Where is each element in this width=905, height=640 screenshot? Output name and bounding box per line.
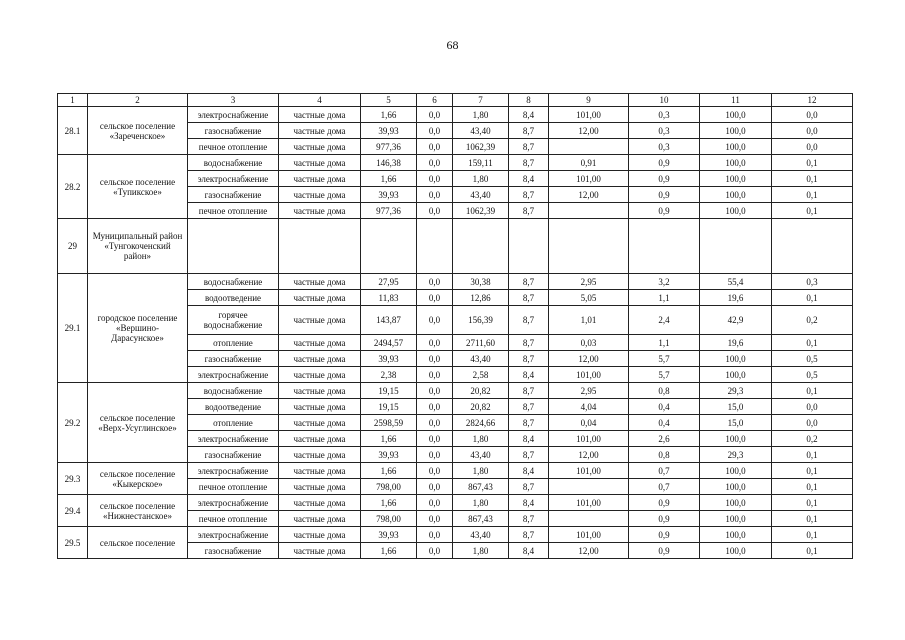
- table-cell: 0,9: [629, 511, 700, 527]
- table-cell: электроснабжение: [188, 431, 279, 447]
- table-cell: 8,7: [509, 274, 549, 290]
- table-cell: электроснабжение: [188, 171, 279, 187]
- table-cell: 1,66: [361, 495, 417, 511]
- table-cell: газоснабжение: [188, 351, 279, 367]
- table-cell: 0,0: [417, 543, 453, 559]
- table-cell: 867,43: [453, 511, 509, 527]
- table-cell: частные дома: [279, 107, 361, 123]
- table-cell: 798,00: [361, 511, 417, 527]
- column-header: 10: [629, 94, 700, 107]
- table-cell: 2711,60: [453, 335, 509, 351]
- table-cell: частные дома: [279, 171, 361, 187]
- table-cell: 1,01: [549, 306, 629, 335]
- table-cell: 1,66: [361, 431, 417, 447]
- table-cell: [417, 219, 453, 274]
- table-cell: 19,15: [361, 399, 417, 415]
- table-cell: 0,0: [417, 139, 453, 155]
- table-cell: 27,95: [361, 274, 417, 290]
- table-cell: 0,0: [772, 107, 853, 123]
- table-cell: 0,0: [417, 171, 453, 187]
- table-cell: 0,7: [629, 479, 700, 495]
- table-cell: 0,1: [772, 203, 853, 219]
- table-cell: 101,00: [549, 495, 629, 511]
- table-cell: 0,0: [772, 139, 853, 155]
- table-cell: 12,00: [549, 351, 629, 367]
- table-cell: 1062,39: [453, 203, 509, 219]
- table-cell: 100,0: [700, 511, 772, 527]
- table-cell: [361, 219, 417, 274]
- table-cell: [629, 219, 700, 274]
- table-cell: частные дома: [279, 306, 361, 335]
- settlement-name: Муниципальный район «Тунгокоченский район»: [88, 219, 188, 274]
- column-header: 5: [361, 94, 417, 107]
- table-cell: 0,0: [417, 383, 453, 399]
- table-cell: 0,1: [772, 171, 853, 187]
- table-cell: 100,0: [700, 171, 772, 187]
- table-cell: 867,43: [453, 479, 509, 495]
- table-cell: 19,6: [700, 335, 772, 351]
- table-cell: печное отопление: [188, 139, 279, 155]
- table-cell: 1,80: [453, 543, 509, 559]
- group-number: 29.1: [58, 274, 88, 383]
- table-cell: 0,9: [629, 543, 700, 559]
- group-number: 28.1: [58, 107, 88, 155]
- table-cell: 0,0: [417, 123, 453, 139]
- table-cell: печное отопление: [188, 479, 279, 495]
- table-cell: [509, 219, 549, 274]
- settlement-name: сельское поселение «Зареченское»: [88, 107, 188, 155]
- table-cell: 39,93: [361, 123, 417, 139]
- table-cell: 0,0: [417, 306, 453, 335]
- table-cell: 0,1: [772, 447, 853, 463]
- table-cell: 0,1: [772, 155, 853, 171]
- table-cell: 0,0: [417, 203, 453, 219]
- table-cell: 0,9: [629, 203, 700, 219]
- table-cell: 100,0: [700, 139, 772, 155]
- table-cell: 0,91: [549, 155, 629, 171]
- table-cell: водоотведение: [188, 399, 279, 415]
- table-cell: 2824,66: [453, 415, 509, 431]
- table-cell: 19,6: [700, 290, 772, 306]
- table-cell: 100,0: [700, 479, 772, 495]
- table-cell: 8,4: [509, 171, 549, 187]
- table-cell: 12,00: [549, 187, 629, 203]
- table-cell: частные дома: [279, 351, 361, 367]
- table-cell: 0,0: [417, 274, 453, 290]
- table-cell: 0,0: [772, 399, 853, 415]
- table-cell: 5,7: [629, 351, 700, 367]
- table-cell: 100,0: [700, 351, 772, 367]
- table-cell: 0,0: [417, 527, 453, 543]
- column-header: 4: [279, 94, 361, 107]
- column-header: 12: [772, 94, 853, 107]
- table-cell: 12,00: [549, 123, 629, 139]
- table-cell: 0,03: [549, 335, 629, 351]
- header-row: [58, 94, 853, 107]
- table-cell: 19,15: [361, 383, 417, 399]
- table-cell: 2,6: [629, 431, 700, 447]
- table-cell: частные дома: [279, 383, 361, 399]
- table-cell: 0,0: [417, 290, 453, 306]
- table-cell: 100,0: [700, 203, 772, 219]
- table-cell: 0,0: [417, 367, 453, 383]
- table-cell: 0,9: [629, 495, 700, 511]
- column-header: 6: [417, 94, 453, 107]
- table-cell: 2,38: [361, 367, 417, 383]
- table-cell: 1,1: [629, 335, 700, 351]
- table-cell: 1,66: [361, 171, 417, 187]
- table-cell: 0,3: [772, 274, 853, 290]
- settlement-name: сельское поселение: [88, 527, 188, 559]
- table-cell: 0,0: [772, 123, 853, 139]
- table-cell: 20,82: [453, 383, 509, 399]
- settlement-name: городское поселение «Вершино-Дарасунское»: [88, 274, 188, 383]
- table-cell: 8,7: [509, 527, 549, 543]
- table-cell: частные дома: [279, 290, 361, 306]
- table-cell: 0,0: [417, 351, 453, 367]
- table-cell: 101,00: [549, 527, 629, 543]
- table-cell: 4,04: [549, 399, 629, 415]
- table-cell: 0,0: [417, 335, 453, 351]
- table-cell: 0,4: [629, 399, 700, 415]
- table-cell: 0,0: [417, 447, 453, 463]
- table-row: [58, 495, 853, 511]
- table-cell: частные дома: [279, 367, 361, 383]
- table-cell: 101,00: [549, 463, 629, 479]
- table-cell: [549, 219, 629, 274]
- table-cell: 8,7: [509, 447, 549, 463]
- table-cell: 8,7: [509, 187, 549, 203]
- table-cell: 101,00: [549, 431, 629, 447]
- group-number: 28.2: [58, 155, 88, 219]
- table-cell: 100,0: [700, 155, 772, 171]
- table-cell: 0,0: [417, 107, 453, 123]
- table-cell: 8,7: [509, 415, 549, 431]
- table-cell: 1,80: [453, 463, 509, 479]
- table-cell: частные дома: [279, 447, 361, 463]
- table-cell: 100,0: [700, 187, 772, 203]
- table-cell: 12,00: [549, 447, 629, 463]
- group-number: 29.2: [58, 383, 88, 463]
- table-cell: электроснабжение: [188, 367, 279, 383]
- table-cell: 8,4: [509, 107, 549, 123]
- table-cell: 0,8: [629, 383, 700, 399]
- table-cell: электроснабжение: [188, 107, 279, 123]
- table-cell: [549, 139, 629, 155]
- table-cell: 43,40: [453, 123, 509, 139]
- table-cell: 100,0: [700, 527, 772, 543]
- table-cell: 2494,57: [361, 335, 417, 351]
- settlement-name: сельское поселение «Тупикское»: [88, 155, 188, 219]
- table-cell: частные дома: [279, 543, 361, 559]
- table-cell: [549, 479, 629, 495]
- table-cell: 0,9: [629, 155, 700, 171]
- table-cell: 55,4: [700, 274, 772, 290]
- table-cell: 101,00: [549, 171, 629, 187]
- table-cell: 1,66: [361, 107, 417, 123]
- table-cell: 8,7: [509, 479, 549, 495]
- table-cell: отопление: [188, 335, 279, 351]
- table-cell: 43,40: [453, 527, 509, 543]
- table-cell: 8,7: [509, 399, 549, 415]
- table-cell: 1,1: [629, 290, 700, 306]
- table-cell: печное отопление: [188, 203, 279, 219]
- table-cell: 0,5: [772, 367, 853, 383]
- table-cell: 1,80: [453, 431, 509, 447]
- table-cell: 11,83: [361, 290, 417, 306]
- table-cell: 1,80: [453, 171, 509, 187]
- table-cell: 101,00: [549, 367, 629, 383]
- table-cell: частные дома: [279, 527, 361, 543]
- table-cell: водоснабжение: [188, 383, 279, 399]
- table-cell: 2,58: [453, 367, 509, 383]
- table-cell: 5,05: [549, 290, 629, 306]
- table-cell: горячее водоснабжение: [188, 306, 279, 335]
- table-cell: частные дома: [279, 495, 361, 511]
- table-cell: 1,66: [361, 543, 417, 559]
- table-cell: 0,0: [417, 415, 453, 431]
- table-cell: 3,2: [629, 274, 700, 290]
- table-cell: частные дома: [279, 139, 361, 155]
- table-cell: [279, 219, 361, 274]
- table-cell: 0,04: [549, 415, 629, 431]
- table-cell: 8,4: [509, 367, 549, 383]
- table-cell: водоснабжение: [188, 155, 279, 171]
- table-cell: 0,1: [772, 511, 853, 527]
- table-cell: 0,7: [629, 463, 700, 479]
- table-cell: 100,0: [700, 463, 772, 479]
- column-header: 11: [700, 94, 772, 107]
- table-cell: 30,38: [453, 274, 509, 290]
- table-cell: [700, 219, 772, 274]
- table-cell: 8,7: [509, 139, 549, 155]
- group-number: 29.5: [58, 527, 88, 559]
- table-cell: 798,00: [361, 479, 417, 495]
- table-cell: электроснабжение: [188, 527, 279, 543]
- table-cell: 100,0: [700, 107, 772, 123]
- table-cell: 2,4: [629, 306, 700, 335]
- table-cell: частные дома: [279, 123, 361, 139]
- table-cell: 12,00: [549, 543, 629, 559]
- table-cell: 8,7: [509, 155, 549, 171]
- table-cell: 0,2: [772, 306, 853, 335]
- table-cell: 0,3: [629, 107, 700, 123]
- tariff-table: [57, 93, 853, 559]
- table-cell: 8,4: [509, 431, 549, 447]
- table-cell: 0,3: [629, 139, 700, 155]
- table-cell: частные дома: [279, 274, 361, 290]
- table-cell: частные дома: [279, 479, 361, 495]
- table-cell: 0,9: [629, 187, 700, 203]
- table-cell: 0,1: [772, 187, 853, 203]
- table-row: [58, 107, 853, 123]
- table-cell: 8,7: [509, 290, 549, 306]
- table-cell: 2598,59: [361, 415, 417, 431]
- table-cell: водоотведение: [188, 290, 279, 306]
- table-cell: частные дома: [279, 187, 361, 203]
- table-cell: 8,4: [509, 543, 549, 559]
- table-cell: 143,87: [361, 306, 417, 335]
- table-cell: [549, 511, 629, 527]
- settlement-name: сельское поселение «Кыкерское»: [88, 463, 188, 495]
- table-cell: 2,95: [549, 274, 629, 290]
- table-cell: 977,36: [361, 139, 417, 155]
- table-row: [58, 219, 853, 274]
- table-cell: [549, 203, 629, 219]
- table-cell: 2,95: [549, 383, 629, 399]
- table-cell: 0,1: [772, 495, 853, 511]
- group-number: 29.4: [58, 495, 88, 527]
- table-cell: [188, 219, 279, 274]
- table-cell: 8,7: [509, 123, 549, 139]
- table-cell: газоснабжение: [188, 187, 279, 203]
- column-header: 1: [58, 94, 88, 107]
- table-cell: 29,3: [700, 447, 772, 463]
- table-cell: 39,93: [361, 527, 417, 543]
- table-cell: 39,93: [361, 351, 417, 367]
- table-cell: 0,0: [772, 415, 853, 431]
- table-cell: 8,7: [509, 383, 549, 399]
- table-cell: 100,0: [700, 123, 772, 139]
- table-cell: частные дома: [279, 511, 361, 527]
- table-cell: 1062,39: [453, 139, 509, 155]
- table-cell: 0,3: [629, 123, 700, 139]
- table-row: [58, 274, 853, 290]
- table-cell: 0,0: [417, 399, 453, 415]
- table-cell: 0,8: [629, 447, 700, 463]
- table-cell: 0,5: [772, 351, 853, 367]
- table-cell: электроснабжение: [188, 463, 279, 479]
- table-cell: газоснабжение: [188, 123, 279, 139]
- table-cell: 977,36: [361, 203, 417, 219]
- group-number: 29.3: [58, 463, 88, 495]
- table-cell: 20,82: [453, 399, 509, 415]
- column-header: 2: [88, 94, 188, 107]
- table-cell: 8,7: [509, 306, 549, 335]
- table-cell: 0,0: [417, 187, 453, 203]
- table-cell: 8,7: [509, 511, 549, 527]
- table-cell: 0,0: [417, 155, 453, 171]
- table-row: [58, 155, 853, 171]
- table-cell: электроснабжение: [188, 495, 279, 511]
- table-row: [58, 383, 853, 399]
- table-cell: 8,7: [509, 335, 549, 351]
- table-cell: частные дома: [279, 399, 361, 415]
- table-cell: частные дома: [279, 463, 361, 479]
- table-cell: 39,93: [361, 187, 417, 203]
- table-cell: 0,0: [417, 431, 453, 447]
- table-cell: 100,0: [700, 431, 772, 447]
- table-cell: 8,7: [509, 351, 549, 367]
- table-cell: 1,80: [453, 107, 509, 123]
- table-cell: отопление: [188, 415, 279, 431]
- table-cell: частные дома: [279, 415, 361, 431]
- table-cell: 0,0: [417, 495, 453, 511]
- table-cell: 0,9: [629, 527, 700, 543]
- table-cell: 100,0: [700, 367, 772, 383]
- table-cell: 100,0: [700, 543, 772, 559]
- table-cell: 0,0: [417, 463, 453, 479]
- table-row: [58, 527, 853, 543]
- settlement-name: сельское поселение «Нижнестанское»: [88, 495, 188, 527]
- table-cell: 39,93: [361, 447, 417, 463]
- table-cell: 29,3: [700, 383, 772, 399]
- table-cell: 0,1: [772, 543, 853, 559]
- table-cell: газоснабжение: [188, 543, 279, 559]
- table-cell: 15,0: [700, 399, 772, 415]
- table-cell: 0,2: [772, 431, 853, 447]
- column-header: 8: [509, 94, 549, 107]
- table-cell: 0,1: [772, 479, 853, 495]
- table-cell: 43,40: [453, 187, 509, 203]
- table-cell: частные дома: [279, 431, 361, 447]
- table-cell: 0,9: [629, 171, 700, 187]
- table-cell: 12,86: [453, 290, 509, 306]
- table-cell: 1,80: [453, 495, 509, 511]
- column-header: 3: [188, 94, 279, 107]
- column-header: 7: [453, 94, 509, 107]
- table-cell: водоснабжение: [188, 274, 279, 290]
- table-cell: 0,4: [629, 415, 700, 431]
- table-cell: 0,0: [417, 511, 453, 527]
- column-header: 9: [549, 94, 629, 107]
- table-cell: 159,11: [453, 155, 509, 171]
- table-cell: 42,9: [700, 306, 772, 335]
- table-cell: 100,0: [700, 495, 772, 511]
- table-cell: частные дома: [279, 155, 361, 171]
- table-cell: 0,1: [772, 335, 853, 351]
- table-cell: 0,1: [772, 290, 853, 306]
- table-cell: 0,1: [772, 463, 853, 479]
- table-cell: 43,40: [453, 351, 509, 367]
- table-cell: 1,66: [361, 463, 417, 479]
- table-cell: 146,38: [361, 155, 417, 171]
- table-cell: 0,0: [417, 479, 453, 495]
- table-cell: 101,00: [549, 107, 629, 123]
- table-cell: 8,4: [509, 495, 549, 511]
- table-row: [58, 463, 853, 479]
- table-cell: 0,1: [772, 383, 853, 399]
- table-cell: 43,40: [453, 447, 509, 463]
- table-cell: 0,1: [772, 527, 853, 543]
- table-cell: частные дома: [279, 203, 361, 219]
- table-cell: частные дома: [279, 335, 361, 351]
- table-cell: печное отопление: [188, 511, 279, 527]
- table-cell: газоснабжение: [188, 447, 279, 463]
- group-number: 29: [58, 219, 88, 274]
- table-cell: [453, 219, 509, 274]
- table-cell: 156,39: [453, 306, 509, 335]
- table-cell: 8,4: [509, 463, 549, 479]
- table-cell: [772, 219, 853, 274]
- table-cell: 5,7: [629, 367, 700, 383]
- table-cell: 8,7: [509, 203, 549, 219]
- page-number: 68: [446, 38, 459, 52]
- table-cell: 15,0: [700, 415, 772, 431]
- settlement-name: сельское поселение «Верх-Усуглинское»: [88, 383, 188, 463]
